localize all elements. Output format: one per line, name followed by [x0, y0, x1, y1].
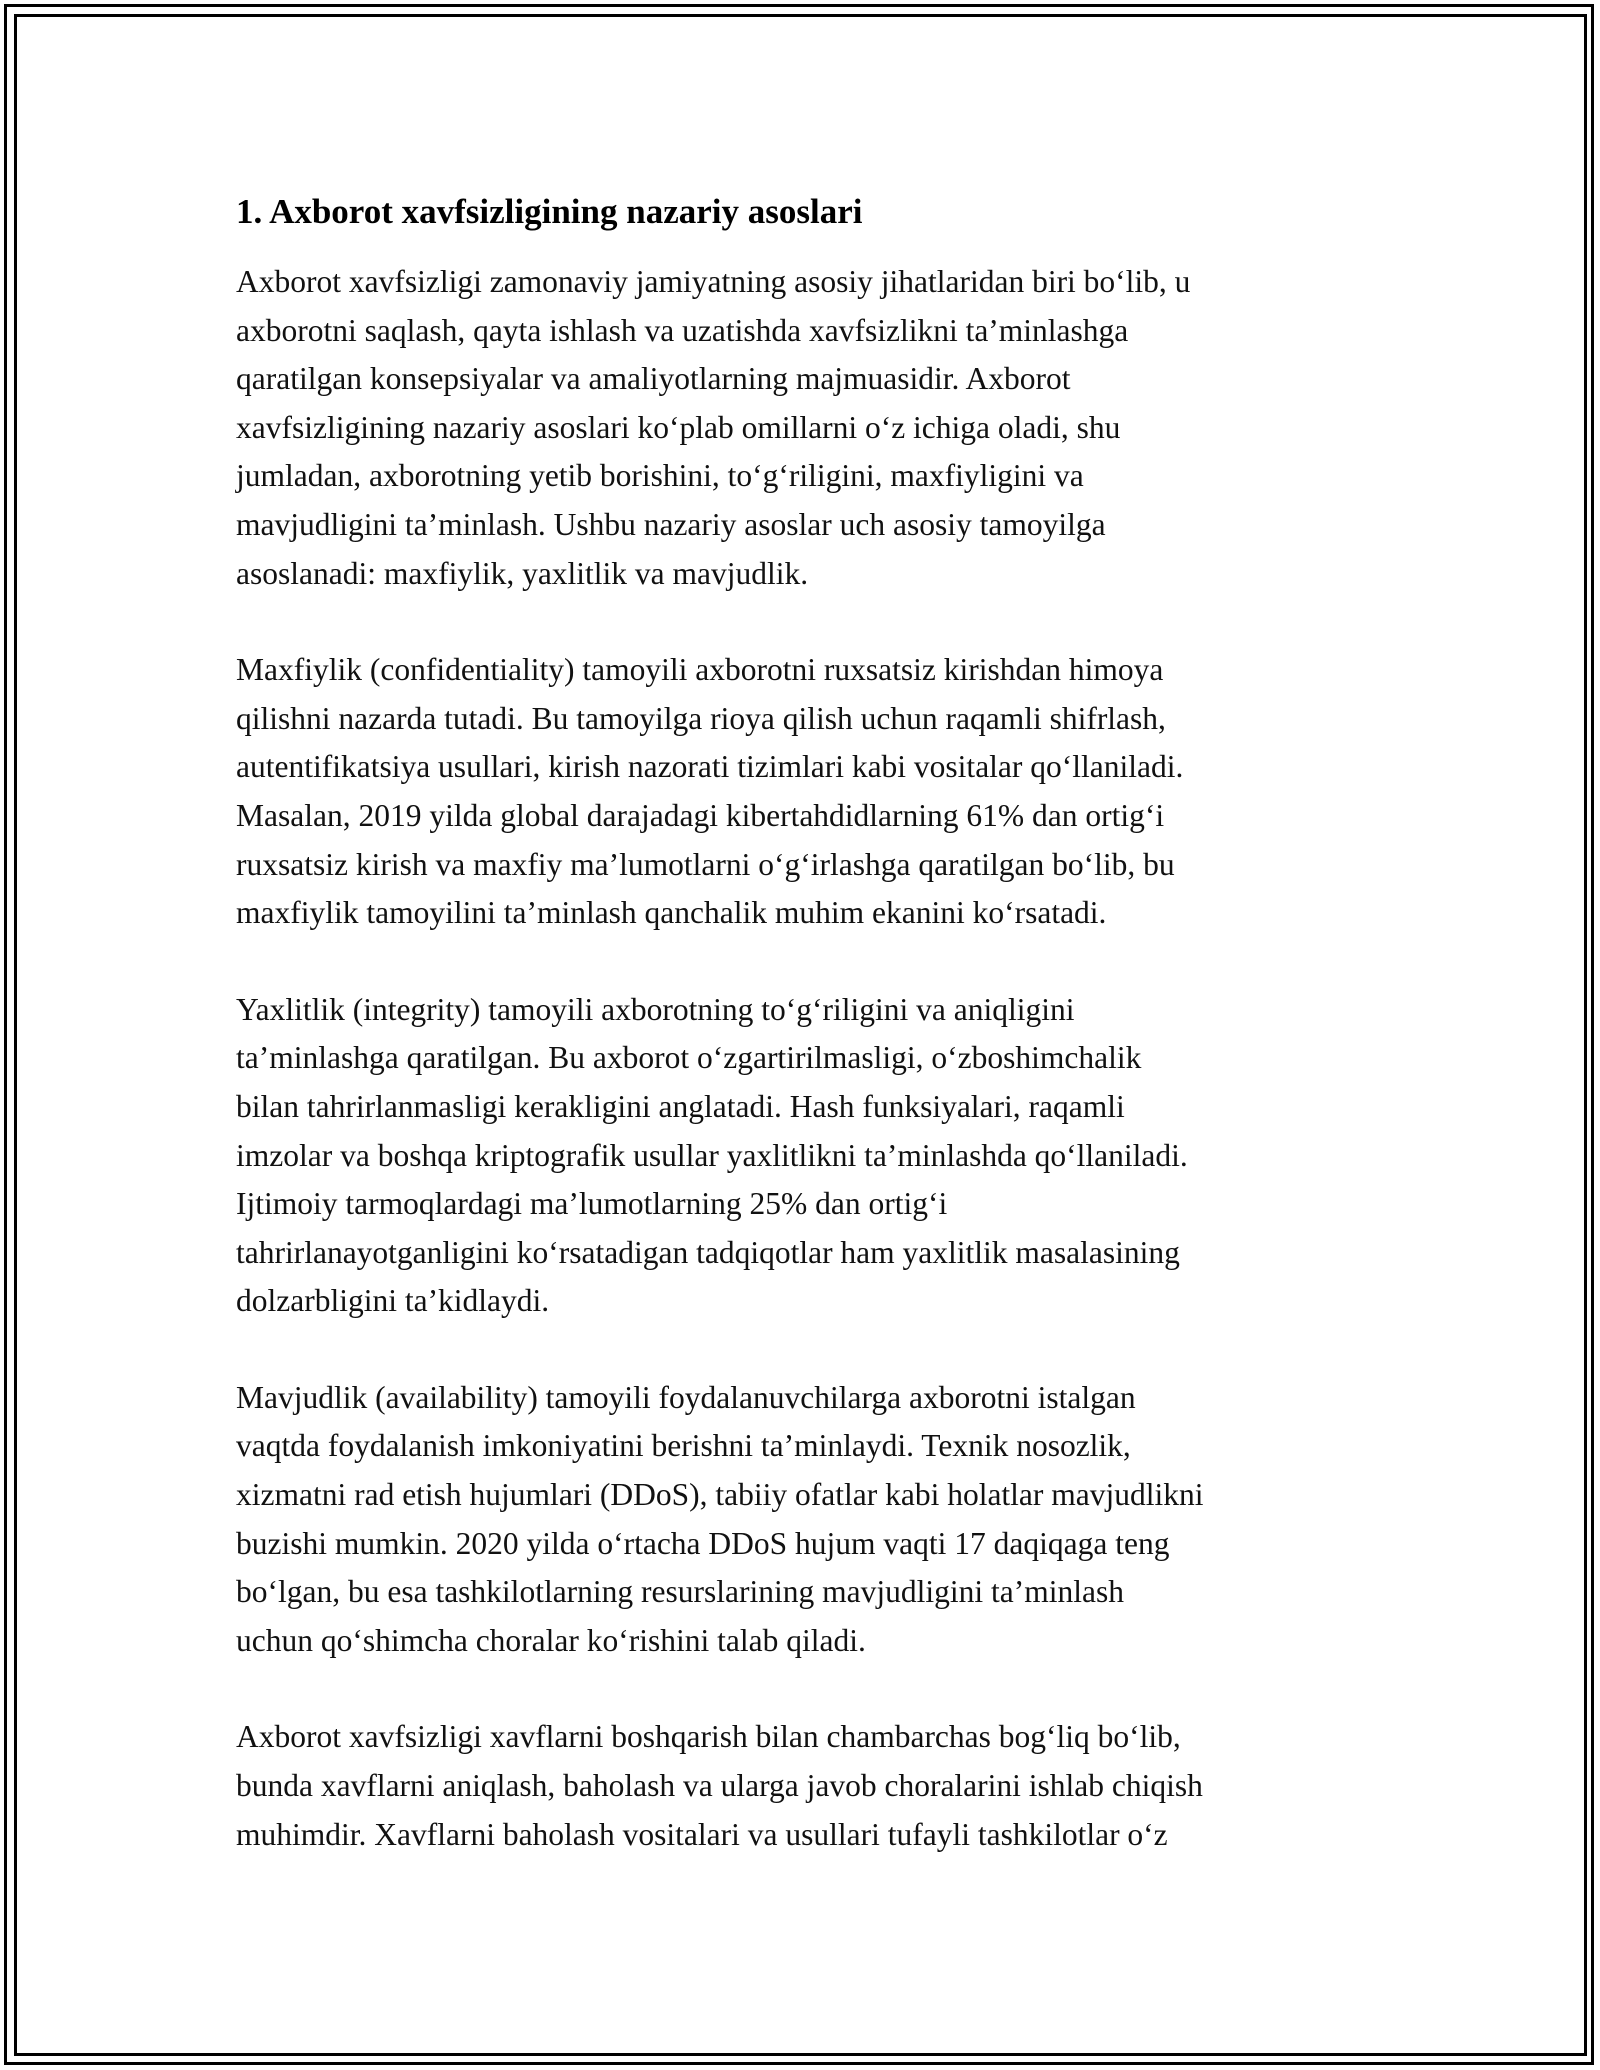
paragraph-confidentiality: Maxfiylik (confidentiality) tamoyili axborotni ruxsatsiz kirishdan himoya qilishni nazarda tutadi. Bu tamoyilga rioya qilish uchun raqamli shifrlash, autentifikatsiya usullari, kirish nazorati tizimlari kabi vositalar qo‘llaniladi. Masalan, 2019 yilda global darajadagi kibertahdidlarning 61% dan ortig‘i ruxsatsiz kirish va maxfiy ma’lumotlarni o‘g‘irlashga qaratilgan bo‘lib, bu maxfiylik tamoyilini ta’minlash qanchalik muhim ekanini ko‘rsatadi.: [236, 652, 1184, 931]
section-heading: 1. Axborot xavfsizligining nazariy asoslari: [236, 192, 863, 231]
paragraph-availability: Mavjudlik (availability) tamoyili foydalanuvchilarga axborotni istalgan vaqtda foydalanish imkoniyatini berishni ta’minlaydi. Texnik nosozlik, xizmatni rad etish hujumlari (DDoS), tabiiy ofatlar kabi holatlar mavjudlikni buzishi mumkin. 2020 yilda o‘rtacha DDoS hujum vaqti 17 daqiqaga teng bo‘lgan, bu esa tashkilotlarning resurslarining mavjudligini ta’minlash uchun qo‘shimcha choralar ko‘rishini talab qiladi.: [236, 1379, 1204, 1658]
document-body: [236, 188, 1376, 1907]
paragraph-risk-management: Axborot xavfsizligi xavflarni boshqarish bilan chambarchas bog‘liq bo‘lib, bunda xavflarni aniqlash, baholash va ularga javob choralarini ishlab chiqish muhimdir. Xavflarni baholash vositalari va usullari tufayli tashkilotlar o‘z: [236, 1719, 1203, 1852]
paragraph-intro: Axborot xavfsizligi zamonaviy jamiyatning asosiy jihatlaridan biri bo‘lib, u axborotni saqlash, qayta ishlash va uzatishda xavfsizlikni ta’minlashga qaratilgan konsepsiyalar va amaliyotlarning majmuasidir. Axborot xavfsizligining nazariy asoslari ko‘plab omillarni o‘z ichiga oladi, shu jumladan, axborotning yetib borishini, to‘g‘riligini, maxfiyligini va mavjudligini ta’minlash. Ushbu nazariy asoslar uch asosiy tamoyilga asoslanadi: maxfiylik, yaxlitlik va mavjudlik.: [236, 264, 1191, 591]
paragraph-integrity: Yaxlitlik (integrity) tamoyili axborotning to‘g‘riligini va aniqligini ta’minlashga qaratilgan. Bu axborot o‘zgartirilmasligi, o‘zboshimchalik bilan tahrirlanmasligi kerakligini anglatadi. Hash funksiyalari, raqamli imzolar va boshqa kriptografik usullar yaxlitlikni ta’minlashda qo‘llaniladi. Ijtimoiy tarmoqlardagi ma’lumotlarning 25% dan ortig‘i tahrirlanayotganligini ko‘rsatadigan tadqiqotlar ham yaxlitlik masalasining dolzarbligini ta’kidlaydi.: [236, 991, 1188, 1319]
